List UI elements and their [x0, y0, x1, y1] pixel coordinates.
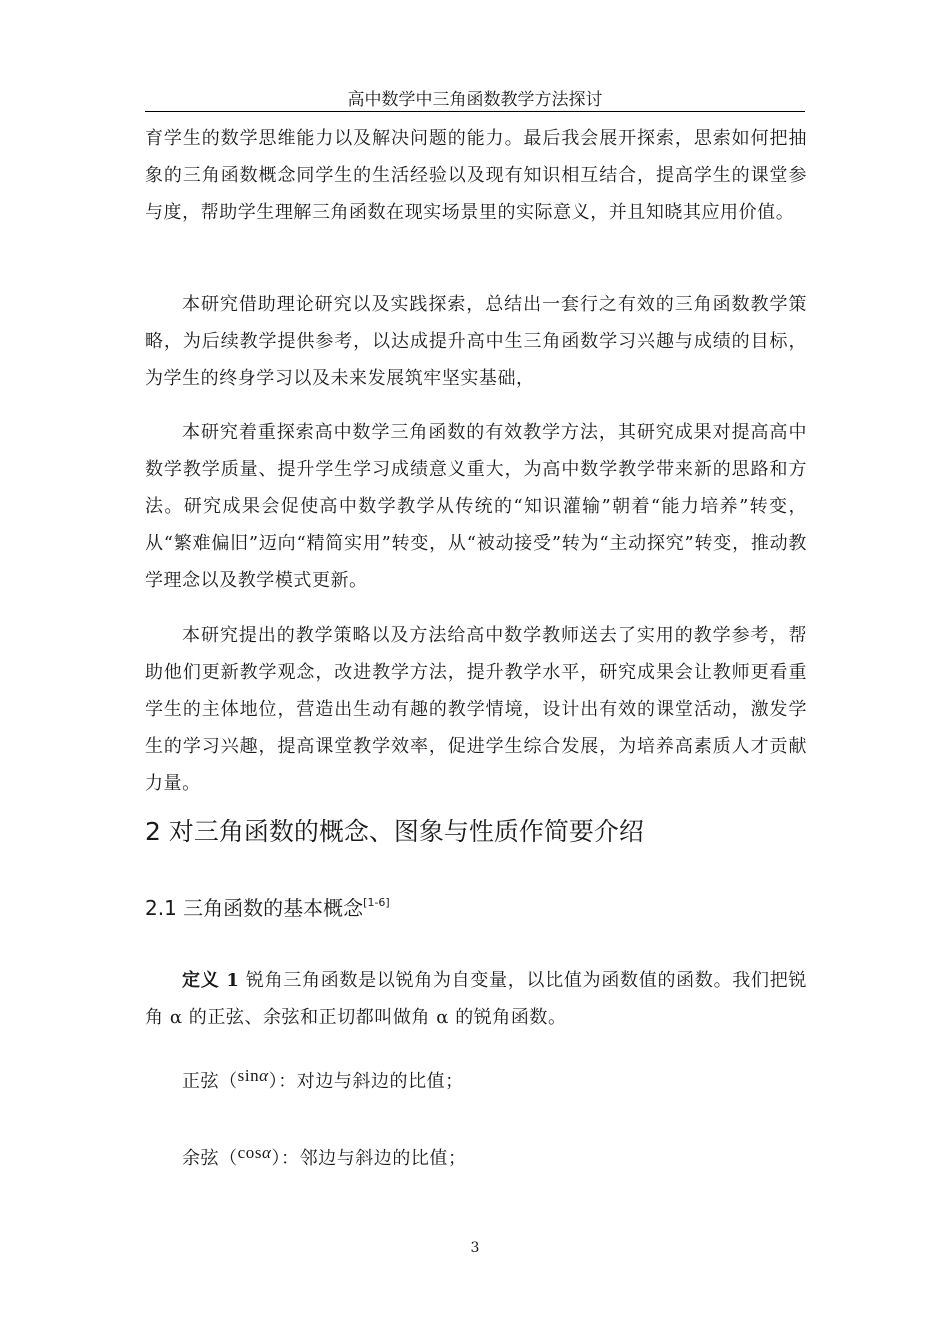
cosine-desc: 邻边与斜边的比值；: [299, 1148, 467, 1169]
sine-formula: [238, 1066, 269, 1085]
cosine-open-paren: （: [219, 1148, 238, 1169]
subsection-title: 2.1 三角函数的基本概念: [145, 896, 364, 920]
cosine-var: α: [261, 1143, 272, 1162]
sine-close-paren: ）：: [268, 1071, 297, 1092]
sine-fn: sin: [237, 1066, 260, 1085]
sine-open-paren: （: [219, 1071, 238, 1092]
sine-desc: 对边与斜边的比值；: [296, 1071, 464, 1092]
section-heading: 2 对三角函数的概念、图象与性质作简要介绍: [145, 817, 644, 846]
cosine-name: 余弦: [182, 1148, 220, 1169]
cosine-definition: [182, 1139, 467, 1173]
paragraph-continuation: 育学生的数学思维能力以及解决问题的能力。最后我会展开探索，思索如何把抽象的三角函数概念同学生的生活经验以及现有知识相互结合，提高学生的课堂参与度，帮助学生理解三角函数在现实场景里的实际意义，并且知晓其应用价值。: [145, 128, 807, 223]
paragraph-research-significance: 本研究着重探索高中数学三角函数的有效教学方法，其研究成果对提高高中数学教学质量、提升学生学习成绩意义重大，为高中数学教学带来新的思路和方法。研究成果会促使高中数学教学从传统的“知识灌输”朝着“能力培养”转变，从“繁难偏旧”迈向“精简实用”转变，从“被动接受”转为“主动探究”转变，推动教学理念以及教学模式更新。: [145, 422, 807, 591]
definition-label: 定义 1: [182, 970, 240, 991]
definition-text: 锐角三角函数是以锐角为自变量，以比值为函数值的函数。我们把锐角 α 的正弦、余弦和正切都叫做角 α 的锐角函数。: [145, 970, 807, 1028]
cosine-fn: cos: [237, 1143, 262, 1162]
sine-var: α: [259, 1066, 269, 1085]
page-number: 3: [470, 1240, 480, 1256]
definition-paragraph: [145, 962, 807, 1036]
paragraph-research-strategy: 本研究借助理论研究以及实践探索，总结出一套行之有效的三角函数教学策略，为后续教学提供参考，以达成提升高中生三角函数学习兴趣与成绩的目标，为学生的终身学习以及未来发展筑牢坚实基础，: [145, 294, 807, 389]
sine-name: 正弦: [182, 1071, 220, 1092]
subsection-heading: [145, 887, 390, 924]
citation-ref: [1-6]: [363, 896, 390, 909]
cosine-formula: [238, 1143, 272, 1162]
paragraph-teacher-reference: 本研究提出的教学策略以及方法给高中数学教师送去了实用的教学参考，帮助他们更新教学观念，改进教学方法，提升教学水平，研究成果会让教师更看重学生的主体地位，营造出生动有趣的教学情境，设计出有效的课堂活动，激发学生的学习兴趣，提高课堂教学效率，促进学生综合发展，为培养高素质人才贡献力量。: [145, 625, 807, 794]
page-header: 高中数学中三角函数教学方法探讨: [347, 90, 603, 110]
cosine-close-paren: ）：: [271, 1148, 300, 1169]
header-divider: [145, 111, 805, 112]
sine-definition: [182, 1062, 464, 1096]
